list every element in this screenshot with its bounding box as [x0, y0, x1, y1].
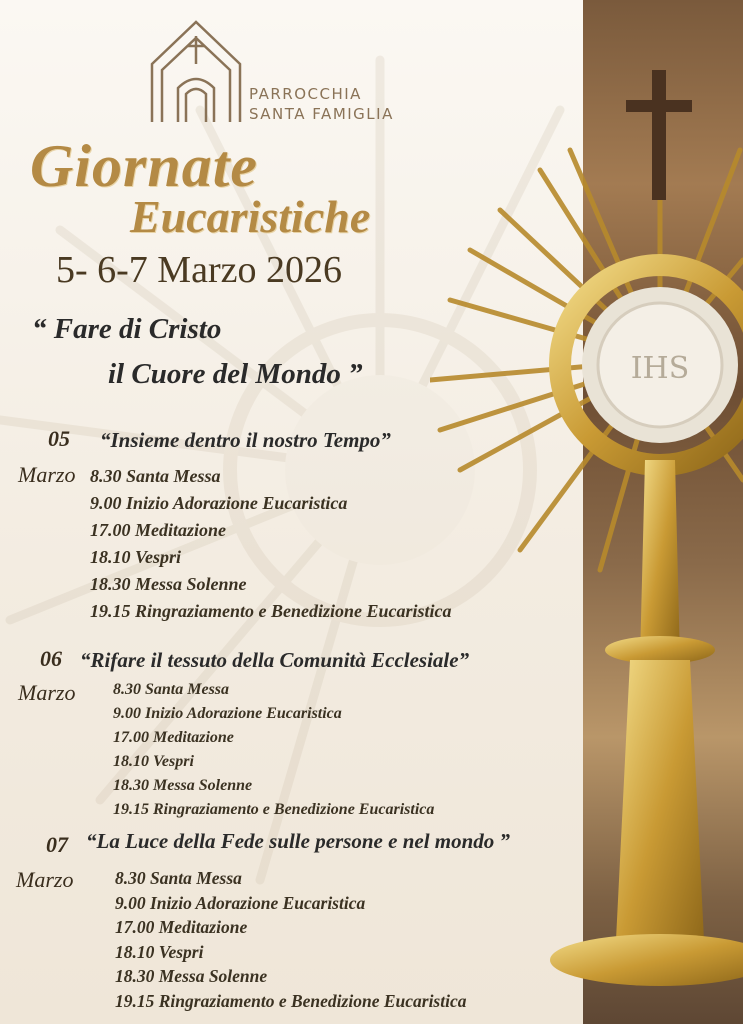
- day-number: 05: [48, 426, 70, 451]
- event-dates: 5- 6-7 Marzo 2026: [56, 249, 342, 291]
- schedule-item: 19.15 Ringraziamento e Benedizione Eucaristica: [113, 801, 435, 818]
- day-theme: “La Luce della Fede sulle persone e nel mondo ”: [86, 829, 511, 853]
- parish-line-1: PARROCCHIA: [249, 85, 362, 103]
- day-theme: “Insieme dentro il nostro Tempo”: [100, 428, 391, 452]
- host-monogram: IHS: [630, 351, 690, 386]
- schedule-list: [113, 678, 434, 822]
- schedule-item: 19.15 Ringraziamento e Benedizione Eucaristica: [115, 990, 467, 1011]
- schedule-list: [90, 463, 452, 625]
- day-theme: “Rifare il tessuto della Comunità Ecclesiale”: [80, 648, 470, 672]
- schedule-item: 18.10 Vespri: [113, 753, 194, 770]
- schedule-item: 18.30 Messa Solenne: [115, 966, 268, 986]
- schedule-item: 9.00 Inizio Adorazione Eucaristica: [90, 493, 348, 513]
- day-month: Marzo: [18, 462, 76, 487]
- schedule-item: 17.00 Meditazione: [113, 729, 234, 746]
- schedule-item: 18.10 Vespri: [90, 547, 182, 567]
- title-line-2: Eucaristiche: [130, 191, 371, 242]
- schedule-item: 9.00 Inizio Adorazione Eucaristica: [113, 705, 342, 722]
- schedule-list: [115, 866, 467, 1013]
- church-logo-icon: [148, 18, 244, 124]
- schedule-item: 17.00 Meditazione: [90, 520, 227, 540]
- day-month: Marzo: [16, 867, 74, 892]
- day-number: 06: [40, 646, 62, 671]
- motto-line-1: “ Fare di Cristo: [32, 313, 222, 345]
- schedule-item: 9.00 Inizio Adorazione Eucaristica: [115, 892, 366, 913]
- schedule-item: 8.30 Santa Messa: [115, 868, 242, 888]
- day-number: 07: [46, 832, 68, 857]
- schedule-item: 18.30 Messa Solenne: [90, 574, 247, 594]
- parish-line-2: SANTA FAMIGLIA: [249, 105, 394, 123]
- monstrance-image: [430, 60, 743, 1024]
- schedule-item: 8.30 Santa Messa: [90, 466, 221, 486]
- schedule-item: 18.10 Vespri: [115, 941, 204, 962]
- parish-name: [249, 84, 394, 124]
- day-month: Marzo: [18, 680, 76, 705]
- schedule-item: 17.00 Meditazione: [115, 917, 248, 937]
- schedule-item: 18.30 Messa Solenne: [113, 777, 253, 794]
- schedule-item: 19.15 Ringraziamento e Benedizione Eucaristica: [90, 601, 452, 621]
- schedule-item: 8.30 Santa Messa: [113, 681, 230, 698]
- title-line-1: Giornate: [30, 133, 259, 199]
- motto-line-2: il Cuore del Mondo ”: [108, 358, 363, 390]
